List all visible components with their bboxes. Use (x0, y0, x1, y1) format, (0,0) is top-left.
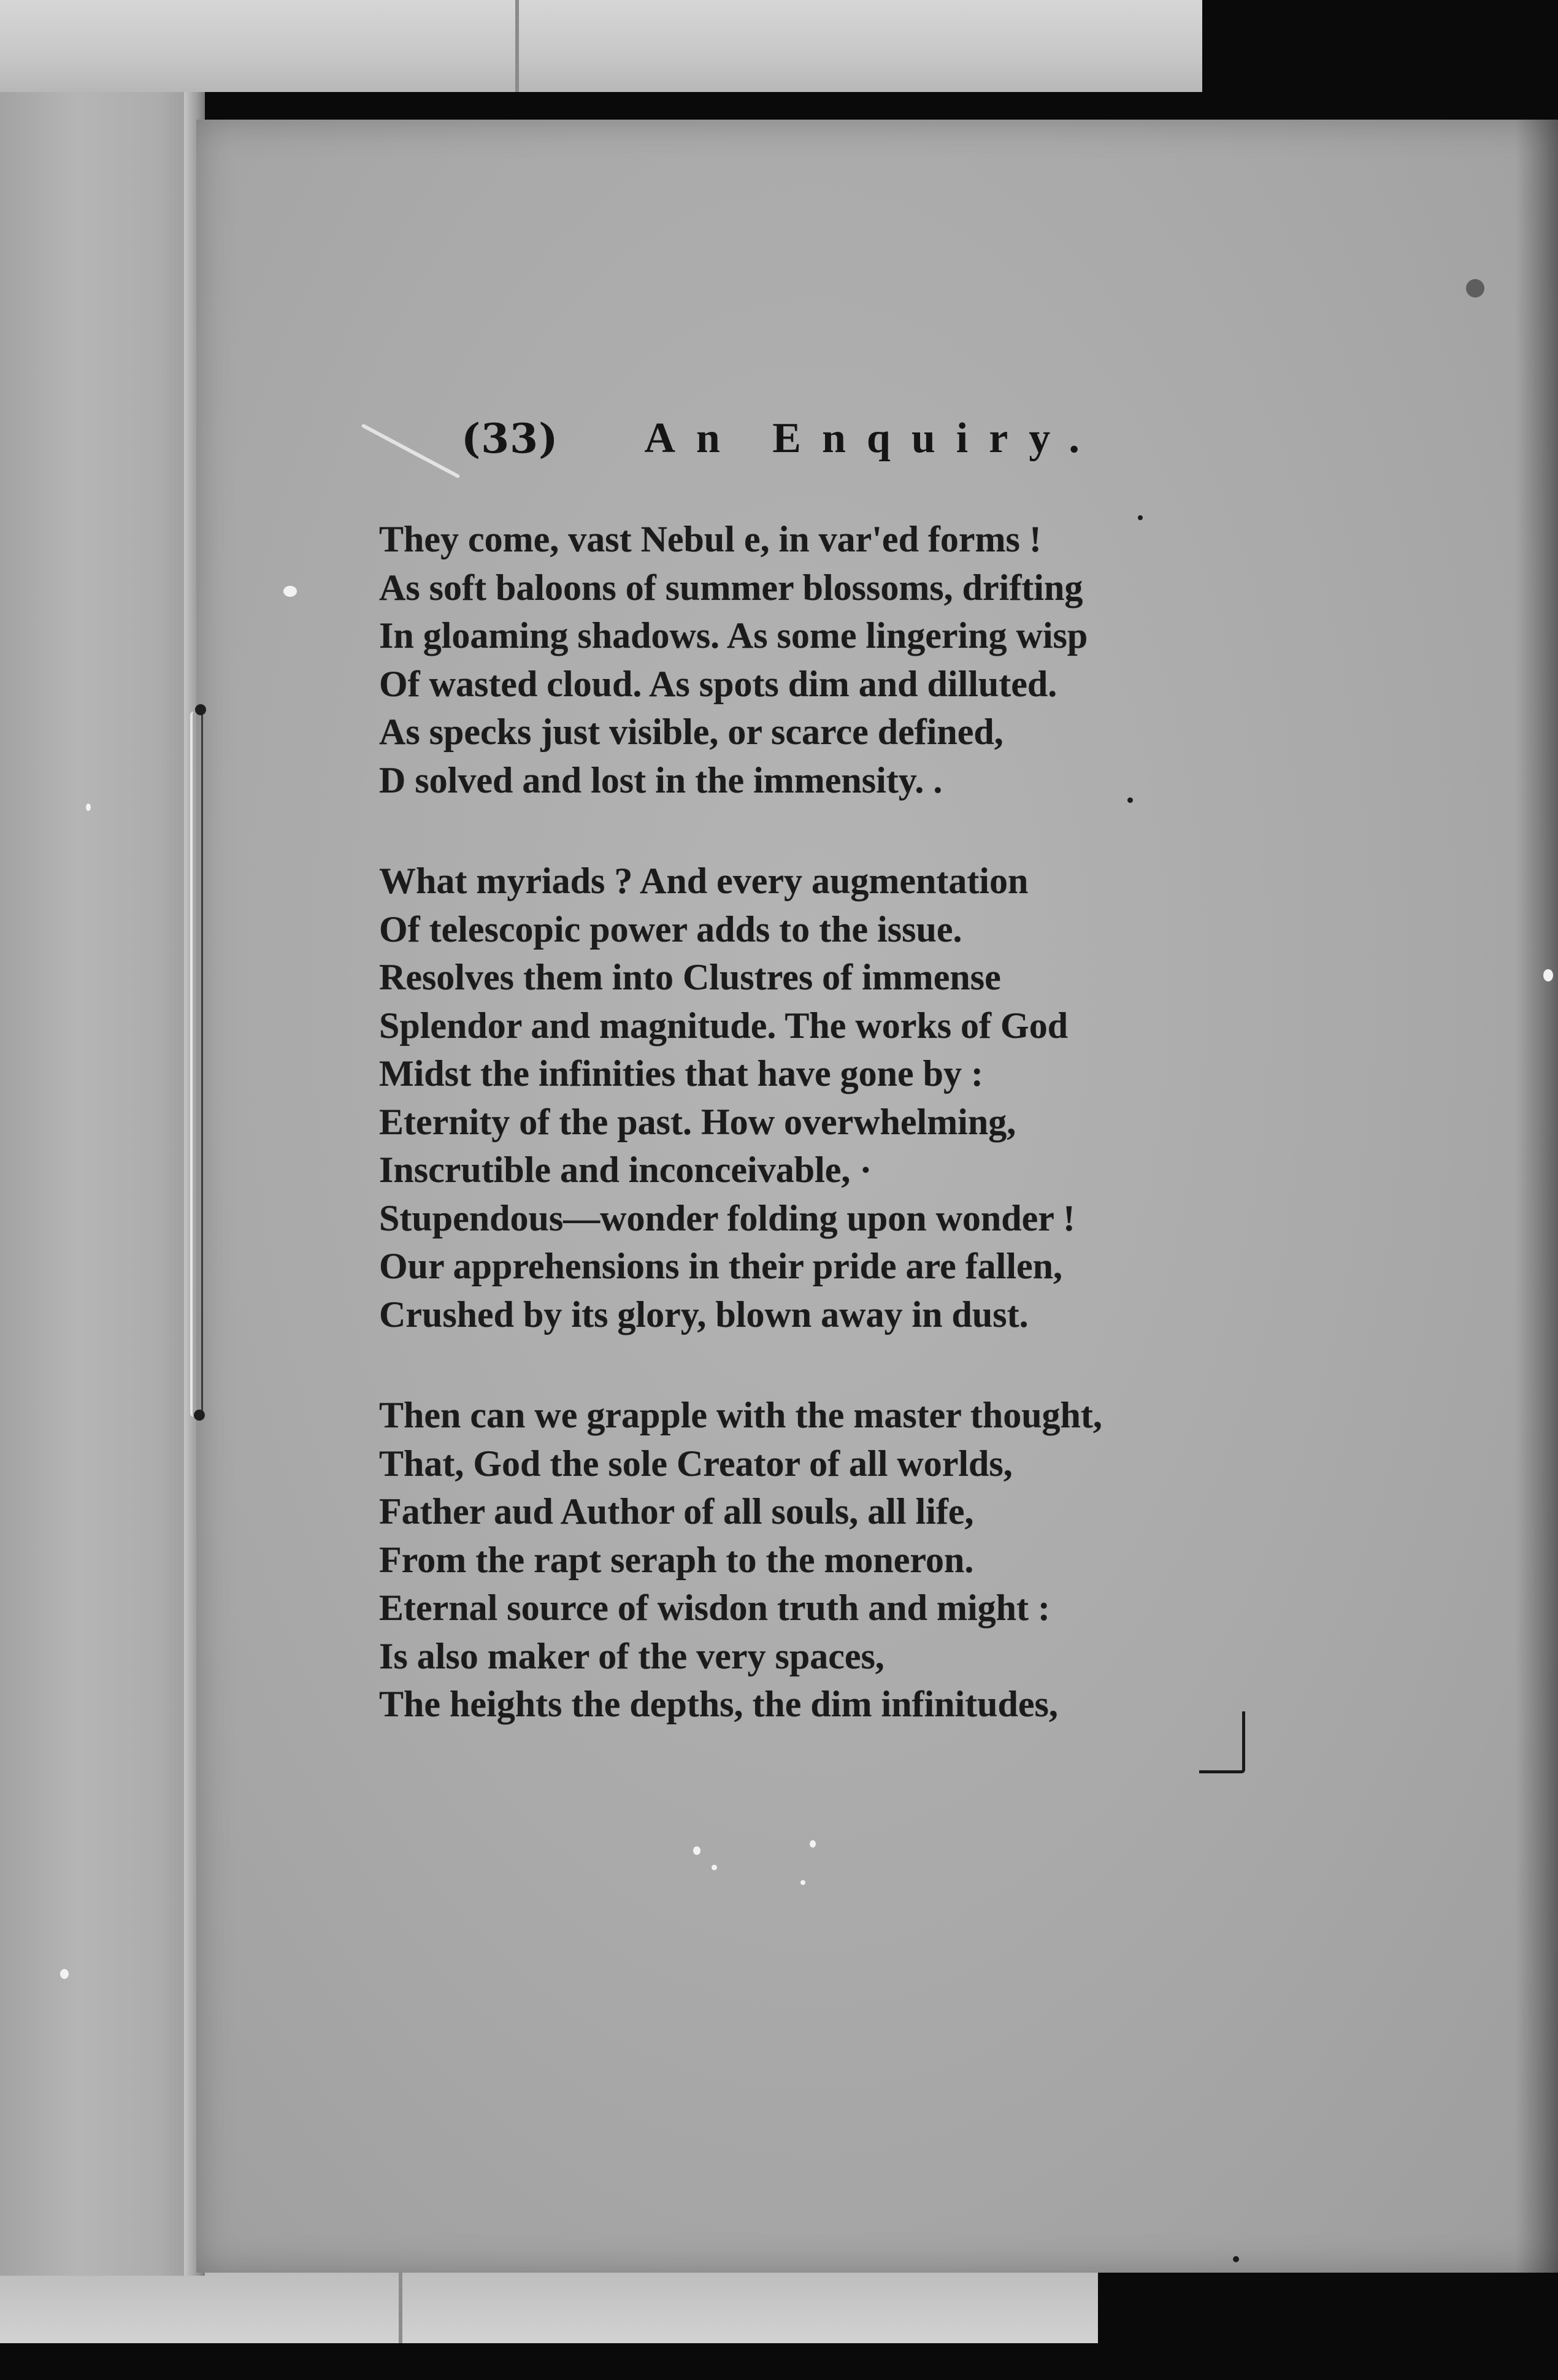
binding-stitch (190, 712, 203, 1417)
poem-line: Is also maker of the very spaces, (379, 1635, 885, 1676)
paper-speck (1543, 969, 1553, 981)
poem-line: Splendor and magnitude. The works of God (379, 1005, 1069, 1046)
paper-speck (283, 586, 297, 597)
poem-line: That, God the sole Creator of all worlds, (379, 1443, 1013, 1484)
page-bracket-mark (1199, 1711, 1245, 1773)
poem-line: Father aud Author of all souls, all life, (379, 1491, 974, 1532)
paper-speck (86, 804, 91, 811)
stanza-2 (379, 857, 1459, 1338)
poem-line: Of wasted cloud. As spots dim and dilluted. (379, 663, 1057, 704)
poem-line: Eternity of the past. How overwhelming, (379, 1101, 1016, 1142)
paper-speck (810, 1840, 816, 1848)
poem-body (379, 515, 1459, 1729)
stanza-3 (379, 1391, 1459, 1729)
poem-line: D solved and lost in the immensity. . (379, 759, 943, 800)
top-paper-strip (0, 0, 1202, 92)
page-edge-shadow (1515, 120, 1558, 2273)
top-paper-seam (515, 0, 519, 92)
poem-line: As specks just visible, or scarce defined, (379, 712, 1003, 752)
poem-line: Stupendous—wonder folding upon wonder ! (379, 1197, 1075, 1238)
poem-line: What myriads ? And every augmentation (379, 861, 1029, 901)
paper-speck (712, 1865, 717, 1870)
ink-dot (1138, 515, 1143, 520)
paper-speck (693, 1846, 700, 1855)
ink-dot (1127, 797, 1133, 803)
page-number: (33) (461, 415, 559, 463)
page-title: An Enquiry. (644, 415, 1100, 462)
bottom-paper-seam (399, 2270, 402, 2343)
poem-line: In gloaming shadows. As some lingering wisp (379, 615, 1088, 656)
left-cover-board (0, 92, 196, 2276)
poem-line: Of telescopic power adds to the issue. (379, 908, 962, 950)
ink-dot (1233, 2256, 1239, 2262)
ink-blot (1466, 279, 1484, 298)
poem-line: Crushed by its glory, blown away in dust. (379, 1294, 1029, 1335)
bottom-paper-strip (0, 2270, 1098, 2343)
poem-line: They come, vast Nebul e, in var'ed forms ! (379, 519, 1042, 559)
poem-line: Then can we grapple with the master thought, (379, 1395, 1102, 1435)
poem-line: Midst the infinities that have gone by : (379, 1053, 984, 1094)
stitch-knot-bottom (194, 1410, 205, 1421)
poem-line: Resolves them into Clustres of immense (379, 957, 1001, 997)
stitch-knot-top (195, 704, 206, 715)
poem-line: From the rapt seraph to the moneron. (379, 1539, 974, 1580)
poem-line: The heights the depths, the dim infinitudes, (379, 1684, 1058, 1724)
poem-line: Inscrutible and inconceivable, · (379, 1150, 872, 1190)
stanza-1 (379, 515, 1459, 804)
page-heading (461, 405, 1100, 472)
poem-line: Eternal source of wisdon truth and might : (379, 1587, 1050, 1628)
poem-line: As soft baloons of summer blossoms, drifting (379, 567, 1083, 608)
paper-speck (60, 1969, 69, 1979)
poem-line: Our apprehensions in their pride are fallen, (379, 1246, 1063, 1286)
paper-speck (800, 1880, 805, 1885)
